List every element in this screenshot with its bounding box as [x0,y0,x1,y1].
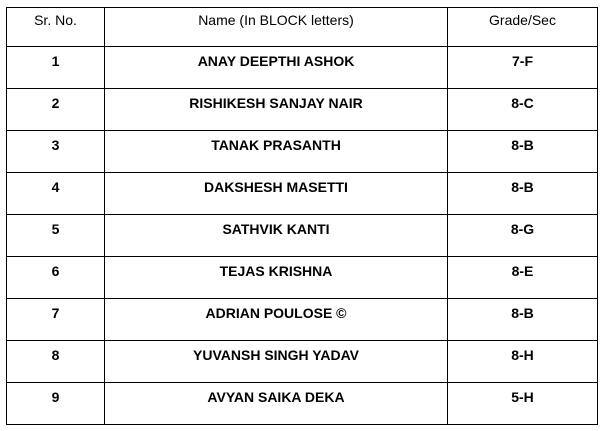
cell-grade-section: 8-G [448,215,598,257]
table-row [7,173,598,215]
cell-serial-number: 1 [7,47,105,89]
cell-grade-section: 5-H [448,383,598,425]
table-row [7,215,598,257]
cell-grade-section: 7-F [448,47,598,89]
cell-student-name: ANAY DEEPTHI ASHOK [105,47,448,89]
header-grade-section: Grade/Sec [448,8,598,47]
cell-grade-section: 8-B [448,299,598,341]
table-row [7,47,598,89]
student-roster-table [6,7,598,425]
cell-serial-number: 4 [7,173,105,215]
cell-serial-number: 6 [7,257,105,299]
cell-student-name: TEJAS KRISHNA [105,257,448,299]
table-row [7,89,598,131]
cell-student-name: TANAK PRASANTH [105,131,448,173]
table-row [7,257,598,299]
cell-serial-number: 3 [7,131,105,173]
cell-serial-number: 5 [7,215,105,257]
table-row [7,131,598,173]
cell-grade-section: 8-B [448,131,598,173]
cell-student-name: ADRIAN POULOSE © [105,299,448,341]
cell-serial-number: 8 [7,341,105,383]
cell-grade-section: 8-H [448,341,598,383]
cell-grade-section: 8-C [448,89,598,131]
header-serial-number: Sr. No. [7,8,105,47]
header-name: Name (In BLOCK letters) [105,8,448,47]
cell-serial-number: 7 [7,299,105,341]
table-body [7,47,598,425]
cell-grade-section: 8-B [448,173,598,215]
cell-student-name: SATHVIK KANTI [105,215,448,257]
header-row [7,8,598,47]
cell-grade-section: 8-E [448,257,598,299]
cell-student-name: RISHIKESH SANJAY NAIR [105,89,448,131]
cell-student-name: YUVANSH SINGH YADAV [105,341,448,383]
cell-student-name: AVYAN SAIKA DEKA [105,383,448,425]
cell-serial-number: 2 [7,89,105,131]
cell-student-name: DAKSHESH MASETTI [105,173,448,215]
table-row [7,299,598,341]
table-row [7,341,598,383]
cell-serial-number: 9 [7,383,105,425]
table-header [7,8,598,47]
table-row [7,383,598,425]
